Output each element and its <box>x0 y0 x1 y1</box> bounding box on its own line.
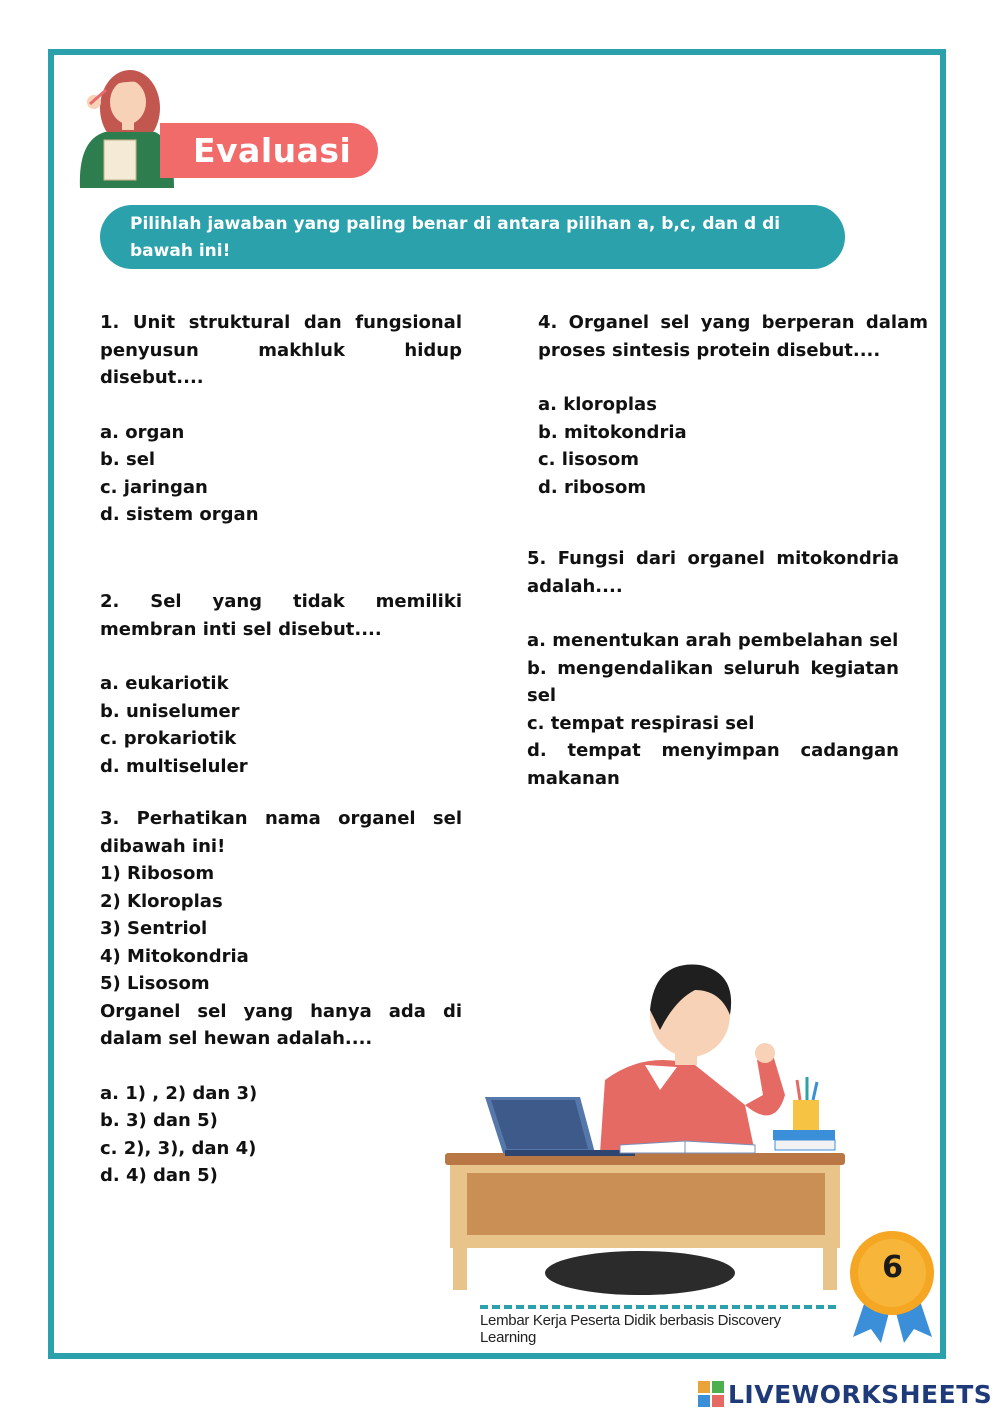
footer-divider <box>480 1305 836 1309</box>
option-d[interactable]: d. tempat menyimpan cadangan makanan <box>527 740 899 789</box>
list-item: 5) Lisosom <box>100 973 210 994</box>
liveworksheets-logo-icon <box>698 1381 724 1407</box>
question-3 <box>100 805 462 1190</box>
question-stem: 2. Sel yang tidak memiliki membran inti sel disebut.... <box>100 591 462 640</box>
option-d[interactable]: d. ribosom <box>538 476 647 498</box>
list-item: 3) Sentriol <box>100 918 208 939</box>
page-number: 6 <box>882 1250 903 1285</box>
list-item: 2) Kloroplas <box>100 890 223 912</box>
question-stem: 4. Organel sel yang berperan dalam proses sintesis protein disebut.... <box>538 312 928 361</box>
page-number-badge-icon <box>845 1225 940 1345</box>
option-c[interactable]: c. jaringan <box>100 476 208 498</box>
question-stem-continued: Organel sel yang hanya ada di dalam sel hewan adalah.... <box>100 1000 462 1049</box>
footer-caption: Lembar Kerja Peserta Didik berbasis Discovery Learning <box>480 1312 781 1346</box>
option-d[interactable]: d. sistem organ <box>100 504 259 525</box>
list-item: 1) Ribosom <box>100 863 215 884</box>
option-d[interactable]: d. multiseluler <box>100 755 248 777</box>
option-a[interactable]: a. organ <box>100 421 185 443</box>
option-b[interactable]: b. mitokondria <box>538 421 687 443</box>
question-5 <box>527 545 899 792</box>
instruction-banner: Pilihlah jawaban yang paling benar di antara pilihan a, b,c, dan d di bawah ini! <box>100 205 845 269</box>
list-item: 4) Mitokondria <box>100 945 249 967</box>
option-d[interactable]: d. 4) dan 5) <box>100 1165 218 1186</box>
option-b[interactable]: b. uniselumer <box>100 700 240 722</box>
section-title: Evaluasi <box>160 123 378 178</box>
question-stem: 5. Fungsi dari organel mitokondria adalah.... <box>527 548 899 597</box>
option-b[interactable]: b. sel <box>100 449 156 470</box>
option-b[interactable]: b. 3) dan 5) <box>100 1110 218 1131</box>
question-2 <box>100 588 462 780</box>
option-a[interactable]: a. 1) , 2) dan 3) <box>100 1082 258 1104</box>
student-desk-illustration <box>445 955 845 1300</box>
option-c[interactable]: c. 2), 3), dan 4) <box>100 1137 257 1159</box>
option-c[interactable]: c. lisosom <box>538 449 640 470</box>
option-c[interactable]: c. prokariotik <box>100 728 237 749</box>
question-4 <box>538 309 928 501</box>
option-c[interactable]: c. tempat respirasi sel <box>527 712 755 734</box>
option-a[interactable]: a. eukariotik <box>100 673 229 694</box>
brand-name: LIVEWORKSHEETS <box>728 1379 993 1409</box>
option-b[interactable]: b. mengendalikan seluruh kegiatan sel <box>527 657 899 706</box>
brand-logo[interactable] <box>698 1378 992 1410</box>
question-stem: 1. Unit struktural dan fungsional penyusun makhluk hidup disebut.... <box>100 312 462 388</box>
question-stem: 3. Perhatikan nama organel sel dibawah ini! <box>100 808 462 857</box>
option-a[interactable]: a. menentukan arah pembelahan sel <box>527 630 899 651</box>
option-a[interactable]: a. kloroplas <box>538 394 657 415</box>
question-1 <box>100 309 462 529</box>
